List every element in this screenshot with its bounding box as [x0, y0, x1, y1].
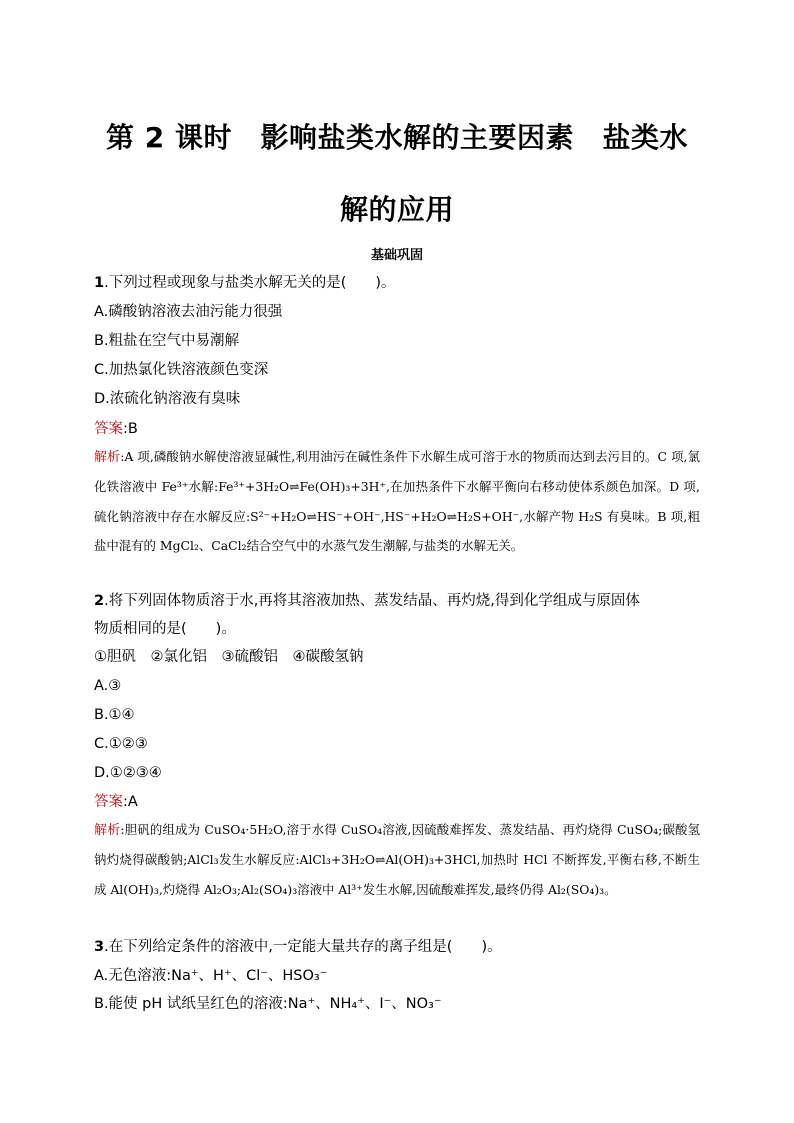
- answer-value: :A: [123, 794, 138, 810]
- lesson-title-line1: 第 2 课时 影响盐类水解的主要因素 盐类水: [106, 121, 688, 154]
- explanation-label: 解析: [94, 823, 121, 838]
- question-1-option-a: A.磷酸钠溶液去油污能力很强: [94, 304, 283, 320]
- question-3-stem: [94, 937, 700, 957]
- answer-label: 答案: [94, 794, 123, 810]
- question-2-items: ①胆矾 ②氯化铝 ③硫酸铝 ④碳酸氢钠: [94, 649, 364, 665]
- question-text: .将下列固体物质溶于水,再将其溶液加热、蒸发结晶、再灼烧,得到化学组成与原固体: [104, 593, 640, 609]
- section-heading: 基础巩固: [370, 248, 423, 263]
- question-number: 2: [94, 593, 105, 609]
- question-text: .在下列给定条件的溶液中,一定能大量共存的离子组是( )。: [104, 939, 502, 955]
- question-text: .下列过程或现象与盐类水解无关的是( )。: [104, 275, 396, 291]
- question-2-option-d: D.①②③④: [94, 765, 162, 781]
- question-2-explanation: [94, 815, 700, 904]
- question-number: 1: [94, 275, 105, 291]
- question-2-option-b: B.①④: [94, 707, 135, 723]
- explanation-text: :A 项,磷酸钠水解使溶液显碱性,利用油污在碱性条件下水解生成可溶于水的物质而达到去污目的。C 项,氯化铁溶液中 Fe³⁺水解:Fe³⁺+3H₂O⇌Fe(OH)₃+3H⁺,在加热条件下水解平衡向右移动使体系颜色加深。D 项,硫化钠溶液中存在水解反应:S²⁻+H₂O⇌HS⁻+OH⁻,HS⁻+H₂O⇌H₂S+OH⁻,水解产物 H₂S 有臭味。B 项,粗盐中混有的 MgCl₂、CaCl₂结合空气中的水蒸气发生潮解,与盐类的水解无关。: [94, 449, 700, 553]
- question-3-option-b: B.能使 pH 试纸呈红色的溶液:Na⁺、NH₄⁺、I⁻、NO₃⁻: [94, 996, 442, 1012]
- question-1-option-c: C.加热氯化铁溶液颜色变深: [94, 362, 269, 378]
- question-1-option-d: D.浓硫化钠溶液有臭味: [94, 391, 241, 407]
- question-1-answer: [94, 419, 700, 439]
- question-1-stem: [94, 273, 700, 293]
- question-2-stem-line1: [94, 591, 700, 611]
- question-2-stem-line2: 物质相同的是( )。: [94, 621, 236, 637]
- question-2-option-c: C.①②③: [94, 736, 148, 752]
- explanation-label: 解析: [94, 450, 121, 465]
- answer-value: :B: [123, 421, 138, 437]
- question-1-explanation: [94, 442, 700, 560]
- explanation-text: :胆矾的组成为 CuSO₄·5H₂O,溶于水得 CuSO₄溶液,因硫酸难挥发、蒸发结晶、再灼烧得 CuSO₄;碳酸氢钠灼烧得碳酸钠;AlCl₃发生水解反应:AlCl₃+3H₂O⇌Al(OH)₃+3HCl,加热时 HCl 不断挥发,平衡右移,不断生成 Al(OH)₃,灼烧得 Al₂O₃;Al₂(SO₄)₃溶液中 Al³⁺发生水解,因硫酸难挥发,最终仍得 Al₂(SO₄)₃。: [94, 822, 700, 897]
- question-2-option-a: A.③: [94, 678, 122, 694]
- answer-label: 答案: [94, 421, 123, 437]
- question-3-option-a: A.无色溶液:Na⁺、H⁺、Cl⁻、HSO₃⁻: [94, 968, 328, 984]
- question-1-option-b: B.粗盐在空气中易潮解: [94, 333, 240, 349]
- question-number: 3: [94, 939, 105, 955]
- lesson-title-line2: 解的应用: [339, 193, 454, 226]
- question-2-answer: [94, 792, 700, 812]
